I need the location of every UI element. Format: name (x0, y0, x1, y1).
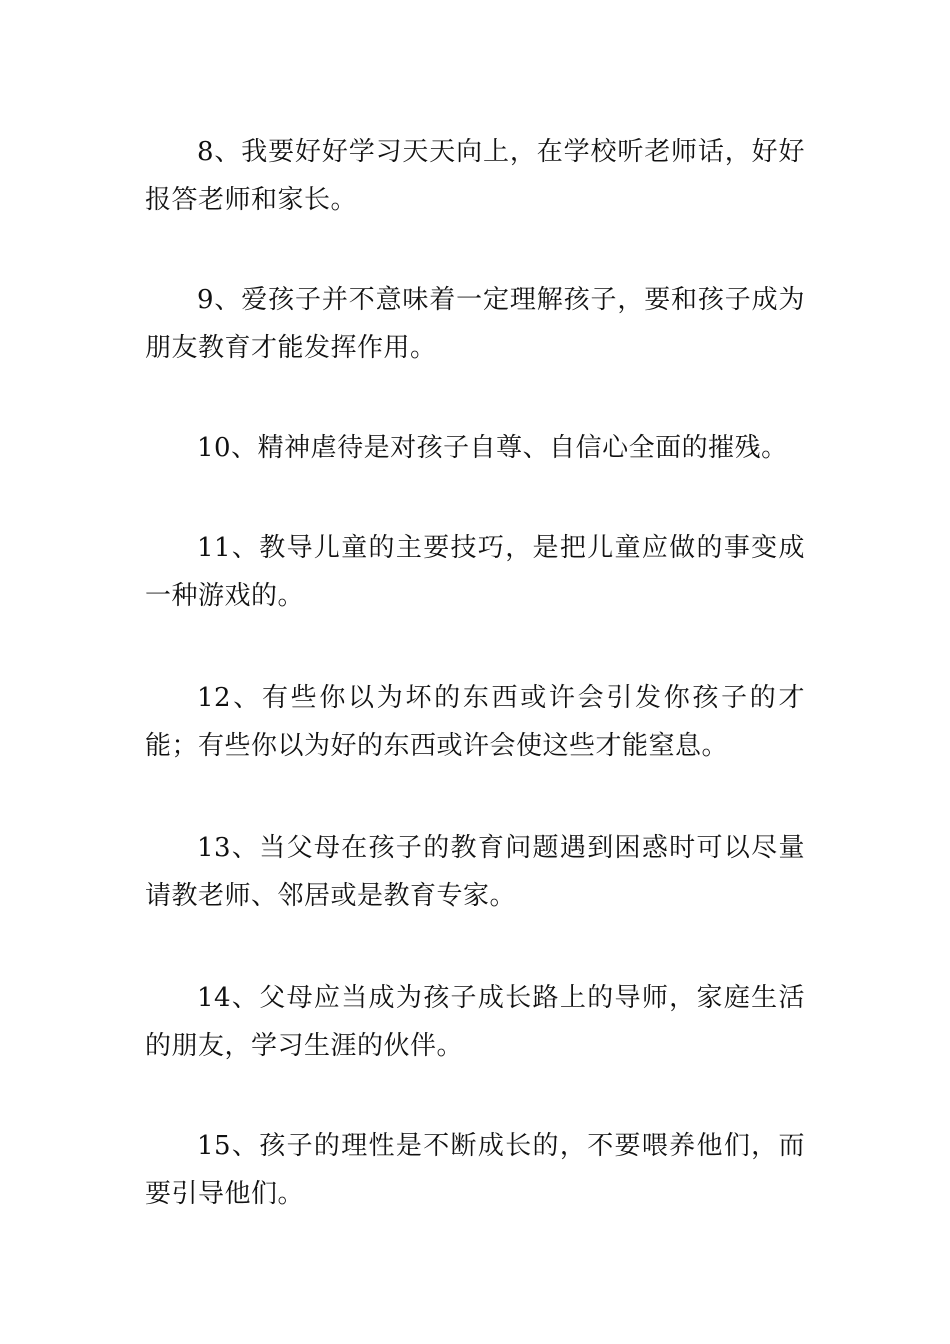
paragraph-12: 12、有些你以为坏的东西或许会引发你孩子的才能；有些你以为好的东西或许会使这些才能窒息。 (145, 683, 805, 761)
paragraph-10: 10、精神虐待是对孩子自尊、自信心全面的摧残。 (197, 433, 788, 463)
paragraph-8: 8、我要好好学习天天向上，在学校听老师话，好好报答老师和家长。 (145, 137, 805, 215)
paragraph-14: 14、父母应当成为孩子成长路上的导师，家庭生活的朋友，学习生涯的伙伴。 (145, 983, 805, 1061)
paragraph-13: 13、当父母在孩子的教育问题遇到困惑时可以尽量请教老师、邻居或是教育专家。 (145, 833, 805, 911)
paragraph-15: 15、孩子的理性是不断成长的，不要喂养他们，而要引导他们。 (145, 1131, 805, 1209)
paragraph-11: 11、教导儿童的主要技巧，是把儿童应做的事变成一种游戏的。 (145, 533, 805, 611)
paragraph-9: 9、爱孩子并不意味着一定理解孩子，要和孩子成为朋友教育才能发挥作用。 (145, 285, 805, 363)
